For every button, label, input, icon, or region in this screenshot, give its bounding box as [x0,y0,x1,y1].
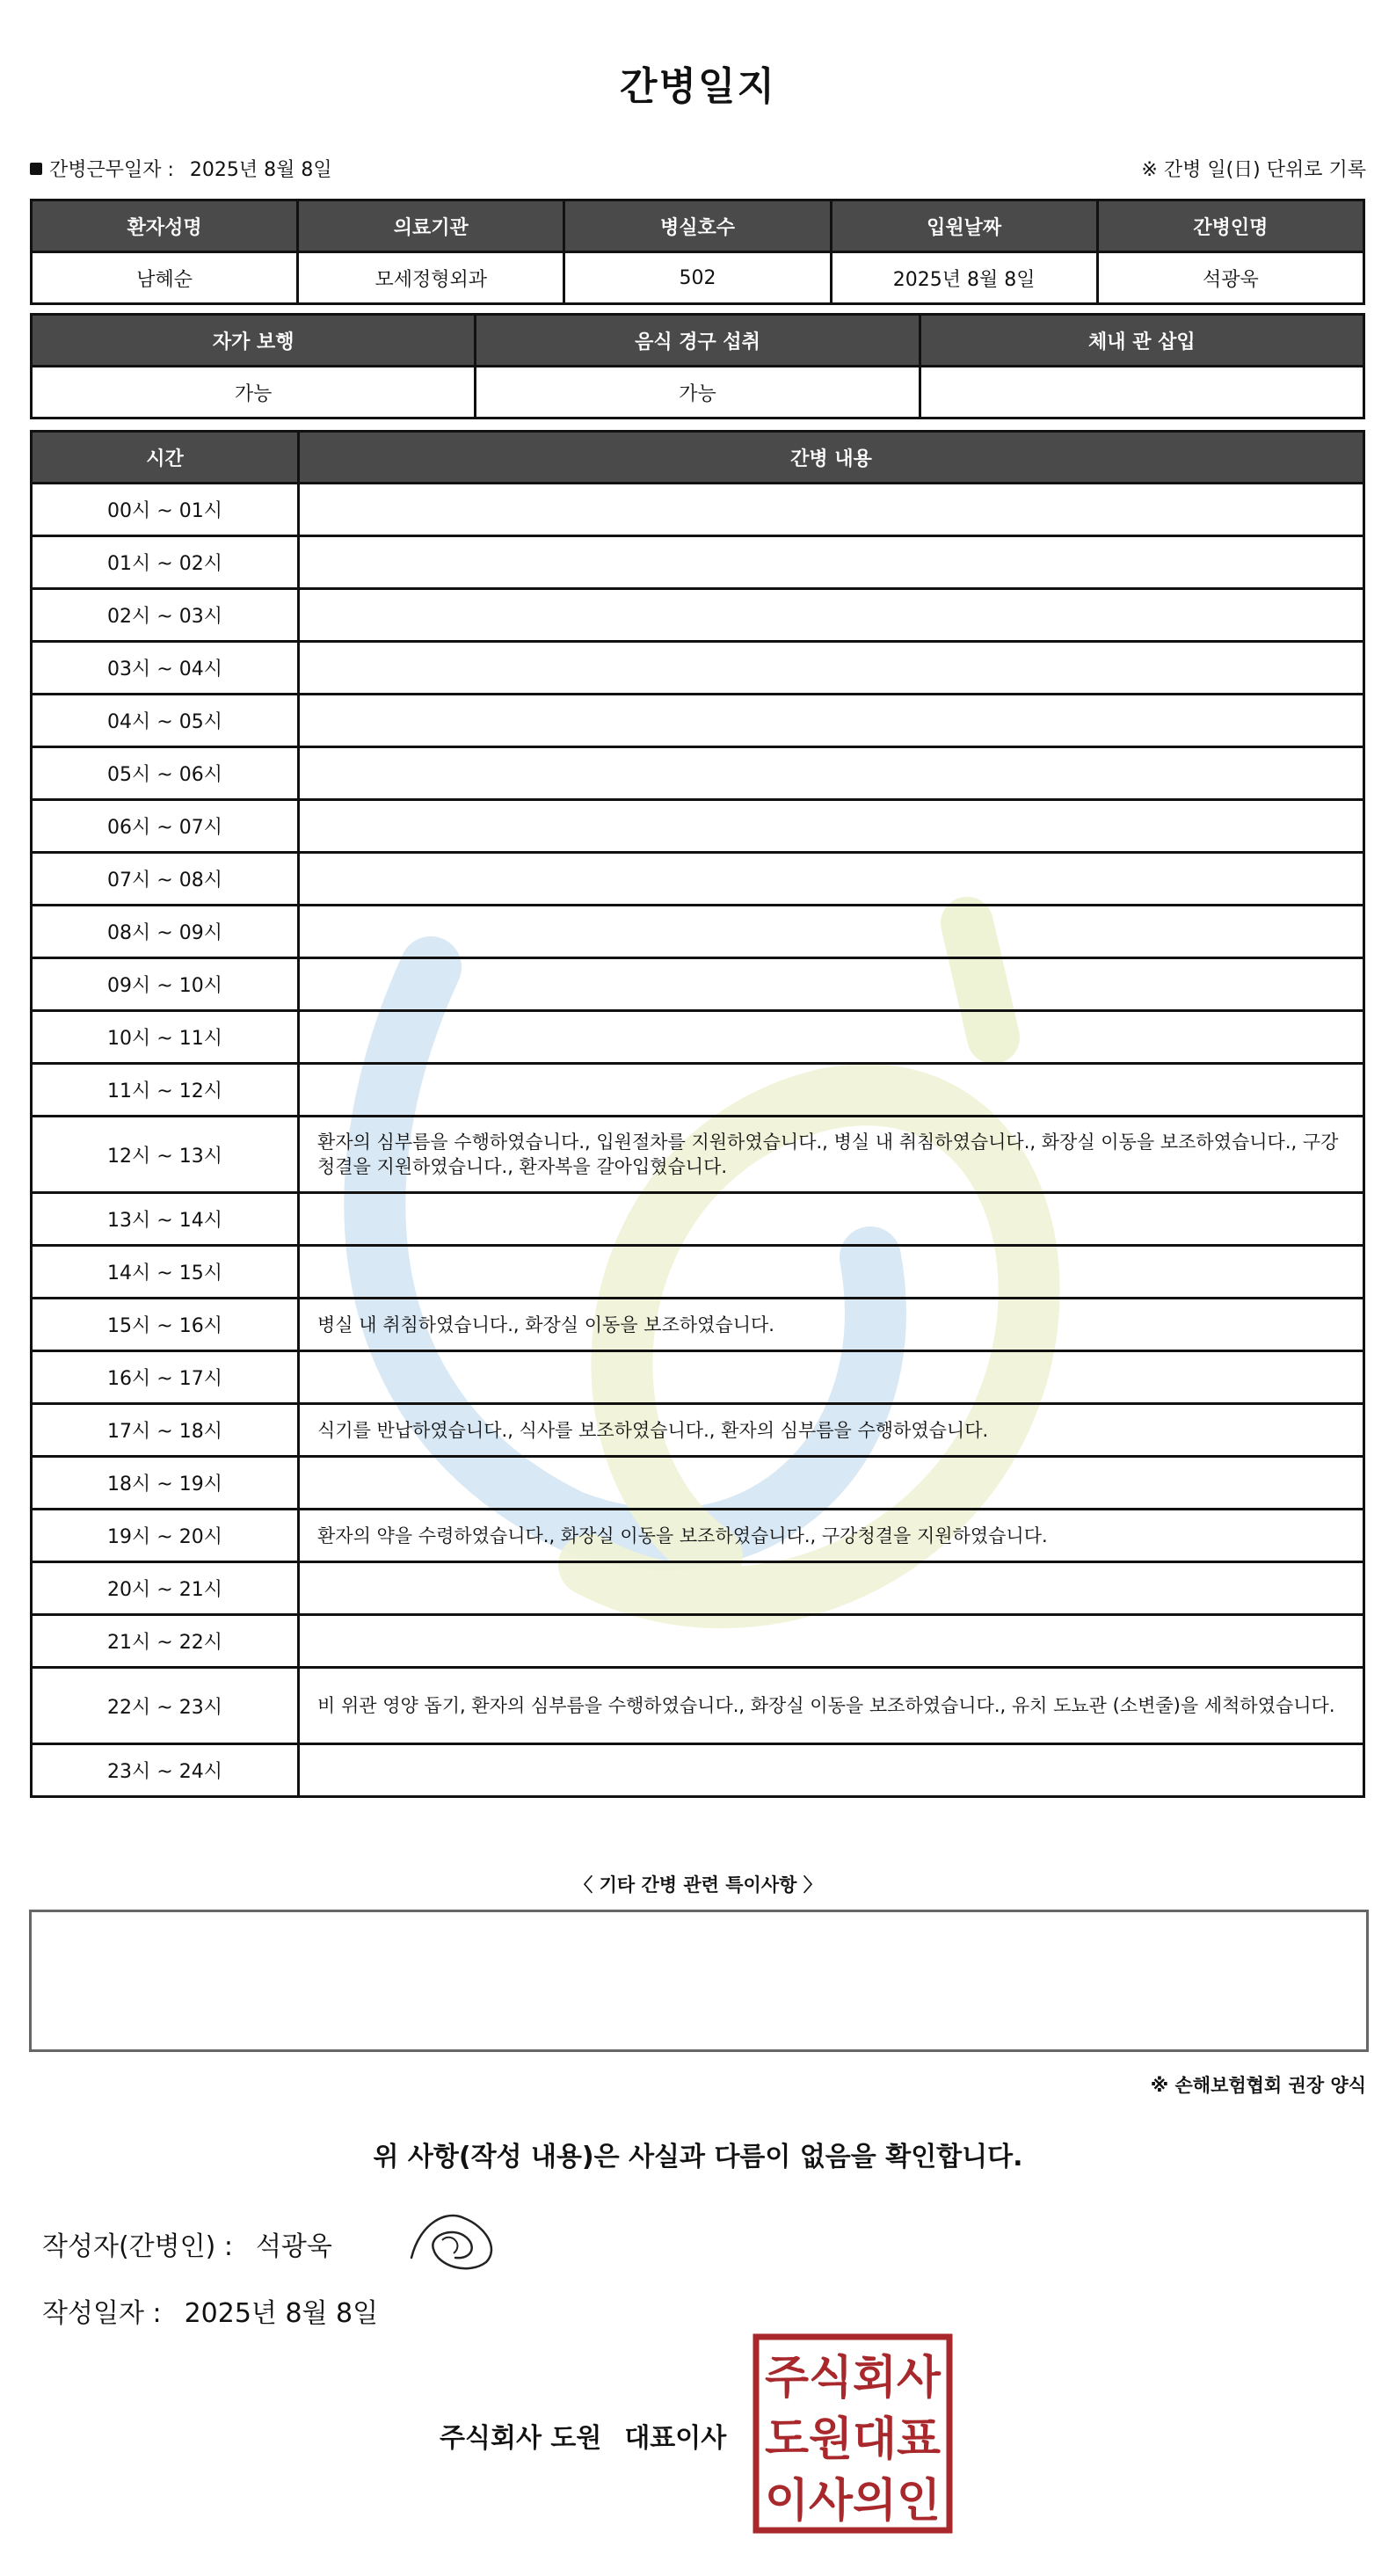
work-date-value: 2025년 8월 8일 [189,159,332,181]
schedule-content [299,1562,1364,1615]
schedule-row [32,589,1364,642]
patient-name: 남혜순 [32,252,298,304]
work-date [30,155,332,182]
handwritten-signature [403,2205,508,2275]
schedule-time: 11시 ~ 12시 [32,1064,299,1117]
company-signature [440,2416,726,2455]
schedule-row [32,536,1364,589]
company-name: 주식회사 도원 [440,2423,602,2454]
remarks-title: 〈 기타 간병 관련 특이사항 〉 [574,1874,822,1896]
header-caregiver-name: 간병인명 [1097,200,1363,252]
schedule-row [32,747,1364,800]
schedule-content [299,958,1364,1011]
header-hospital: 의료기관 [298,200,564,252]
document-title: 간병일지 [619,64,776,109]
schedule-row [32,958,1364,1011]
schedule-time: 03시 ~ 04시 [32,642,299,695]
status-header-row [32,315,1364,367]
schedule-content [299,800,1364,853]
admission-date: 2025년 8월 8일 [831,252,1097,304]
schedule-row [32,1193,1364,1246]
schedule-row [32,1457,1364,1510]
schedule-time: 05시 ~ 06시 [32,747,299,800]
schedule-content [299,536,1364,589]
schedule-content: 비 위관 영양 돕기, 환자의 심부름을 수행하였습니다., 화장실 이동을 보조하였습니다., 유치 도뇨관 (소변줄)을 세척하였습니다. [299,1668,1364,1744]
schedule-content: 식기를 반납하였습니다., 식사를 보조하였습니다., 환자의 심부름을 수행하였습니다. [299,1404,1364,1457]
patient-value-row [32,252,1364,304]
writer-label: 작성자(간병인) : [42,2231,233,2262]
schedule-time: 15시 ~ 16시 [32,1299,299,1351]
schedule-row [32,1562,1364,1615]
schedule-time: 20시 ~ 21시 [32,1562,299,1615]
room-number: 502 [564,252,831,304]
seal-line: 이사의인 [765,2475,941,2528]
schedule-content: 환자의 약을 수령하였습니다., 화장실 이동을 보조하였습니다., 구강청결을 지원하였습니다. [299,1510,1364,1562]
work-date-row [30,155,1366,186]
schedule-time: 18시 ~ 19시 [32,1457,299,1510]
header-oral-intake: 음식 경구 섭취 [476,315,920,367]
schedule-time: 23시 ~ 24시 [32,1744,299,1797]
schedule-row [32,1117,1364,1193]
schedule-row [32,1246,1364,1299]
schedule-time: 04시 ~ 05시 [32,695,299,747]
schedule-time: 19시 ~ 20시 [32,1510,299,1562]
schedule-time: 16시 ~ 17시 [32,1351,299,1404]
schedule-row [32,1668,1364,1744]
schedule-content [299,484,1364,536]
schedule-time: 02시 ~ 03시 [32,589,299,642]
patient-info-table [30,199,1365,305]
written-date-value: 2025년 8월 8일 [184,2298,379,2329]
self-walking-value: 가능 [32,367,476,418]
seal-line: 주식회사 [765,2352,942,2405]
schedule-row [32,1299,1364,1351]
schedule-row [32,1744,1364,1797]
schedule-time: 10시 ~ 11시 [32,1011,299,1064]
schedule-time: 06시 ~ 07시 [32,800,299,853]
schedule-content [299,1457,1364,1510]
bullet-square-icon [30,163,42,175]
schedule-time: 01시 ~ 02시 [32,536,299,589]
schedule-content [299,1193,1364,1246]
schedule-content [299,1351,1364,1404]
header-self-walking: 자가 보행 [32,315,476,367]
schedule-content [299,906,1364,958]
schedule-row [32,1510,1364,1562]
schedule-row [32,853,1364,906]
schedule-row [32,1064,1364,1117]
schedule-time: 07시 ~ 08시 [32,853,299,906]
work-date-label: 간병근무일자 : [49,159,174,181]
writer-name: 석광욱 [255,2231,332,2262]
schedule-row [32,642,1364,695]
schedule-time: 00시 ~ 01시 [32,484,299,536]
oral-intake-value: 가능 [476,367,920,418]
schedule-row [32,484,1364,536]
header-tube-insertion: 체내 관 삽입 [920,315,1363,367]
written-date-label: 작성일자 : [42,2298,162,2329]
schedule-row [32,695,1364,747]
schedule-content [299,853,1364,906]
schedule-content [299,642,1364,695]
patient-header-row [32,200,1364,252]
schedule-header-row [32,432,1364,484]
ceo-label: 대표이사 [624,2423,727,2454]
writer-row [42,2224,332,2263]
schedule-content [299,589,1364,642]
schedule-content [299,1246,1364,1299]
schedule-time: 08시 ~ 09시 [32,906,299,958]
header-time: 시간 [32,432,299,484]
schedule-time: 14시 ~ 15시 [32,1246,299,1299]
schedule-time: 17시 ~ 18시 [32,1404,299,1457]
schedule-time: 09시 ~ 10시 [32,958,299,1011]
status-value-row [32,367,1364,418]
care-schedule-table [30,430,1365,1798]
schedule-content [299,695,1364,747]
patient-status-table [30,313,1365,419]
hospital-name: 모세정형외과 [298,252,564,304]
schedule-content [299,1615,1364,1668]
schedule-time: 22시 ~ 23시 [32,1668,299,1744]
written-date-row [42,2291,378,2330]
schedule-content [299,1744,1364,1797]
schedule-time: 13시 ~ 14시 [32,1193,299,1246]
schedule-row [32,906,1364,958]
unit-note: ※ 간병 일(日) 단위로 기록 [1141,159,1366,181]
header-care-content: 간병 내용 [299,432,1364,484]
schedule-row [32,1011,1364,1064]
company-seal-stamp [753,2333,953,2534]
schedule-content: 환자의 심부름을 수행하였습니다., 입원절차를 지원하였습니다., 병실 내 취침하였습니다., 화장실 이동을 보조하였습니다., 구강청결을 지원하였습니다., 환자복을 갈아입혔습니다. [299,1117,1364,1193]
recommend-note: ※ 손해보험협회 권장 양식 [1150,2075,1366,2096]
remarks-box [29,1910,1369,2052]
schedule-row [32,1351,1364,1404]
schedule-time: 12시 ~ 13시 [32,1117,299,1193]
schedule-content [299,1064,1364,1117]
schedule-content [299,747,1364,800]
header-room-number: 병실호수 [564,200,831,252]
confirm-statement: 위 사항(작성 내용)은 사실과 다름이 없음을 확인합니다. [373,2142,1023,2172]
schedule-content: 병실 내 취침하였습니다., 화장실 이동을 보조하였습니다. [299,1299,1364,1351]
header-admission-date: 입원날짜 [831,200,1097,252]
header-patient-name: 환자성명 [32,200,298,252]
schedule-row [32,1615,1364,1668]
schedule-time: 21시 ~ 22시 [32,1615,299,1668]
schedule-content [299,1011,1364,1064]
caregiver-name: 석광욱 [1097,252,1363,304]
tube-insertion-value [920,367,1363,418]
schedule-row [32,1404,1364,1457]
seal-line: 도원대표 [765,2413,941,2466]
schedule-row [32,800,1364,853]
